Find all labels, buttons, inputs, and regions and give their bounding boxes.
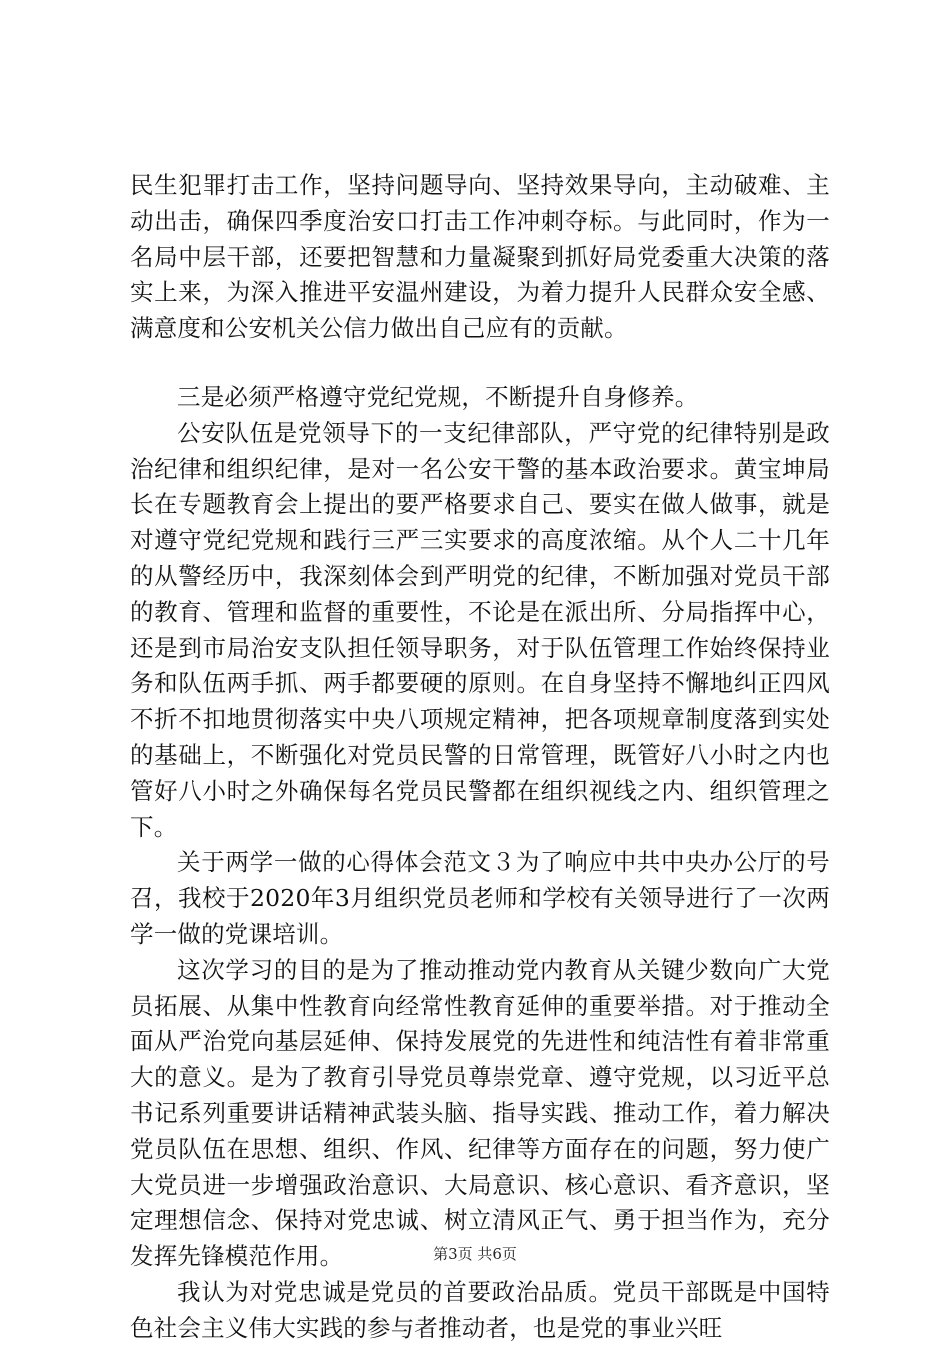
paragraph-discipline: 公安队伍是党领导下的一支纪律部队，严守党的纪律特别是政治纪律和组织纪律，是对一名公安干警的基本政治要求。黄宝坤局长在专题教育会上提出的要严格要求自己、要实在做人做事，就是对遵守党纪党规和践行三严三实要求的高度浓缩。从个人二十几年的从警经历中，我深刻体会到严明党的纪律，不断加强对党员干部的教育、管理和监督的重要性，不论是在派出所、分局指挥中心，还是到市局治安支队担任领导职务，对于队伍管理工作始终保持业务和队伍两手抓、两手都要硬的原则。在自身坚持不懈地纠正四风不折不扣地贯彻落实中央八项规定精神，把各项规章制度落到实处的基础上，不断强化对党员民警的日常管理，既管好八小时之内也管好八小时之外确保每名党员民警都在组织视线之内、组织管理之下。 bbox=[130, 418, 830, 841]
document-body bbox=[130, 168, 830, 1347]
paragraph-continuation: 民生犯罪打击工作，坚持问题导向、坚持效果导向，主动破难、主动出击，确保四季度治安口打击工作冲刺夺标。与此同时，作为一名局中层干部，还要把智慧和力量凝聚到抓好局党委重大决策的落实上来，为深入推进平安温州建设，为着力提升人民群众安全感、满意度和公安机关公信力做出自己应有的贡献。 bbox=[130, 171, 830, 343]
paragraph-loyalty: 我认为对党忠诚是党员的首要政治品质。党员干部既是中国特色社会主义伟大实践的参与者推动者，也是党的事业兴旺 bbox=[130, 1277, 830, 1342]
page-number-footer: 第3页 共6页 bbox=[433, 1245, 517, 1263]
paragraph-heading-three: 三是必须严格遵守党纪党规，不断提升自身修养。 bbox=[177, 382, 699, 411]
paragraph-study-purpose: 这次学习的目的是为了推动推动党内教育从关键少数向广大党员拓展、从集中性教育向经常性教育延伸的重要举措。对于推动全面从严治党向基层延伸、保持发展党的先进性和纯洁性有着非常重大的意义。是为了教育引导党员尊崇党章、遵守党规，以习近平总书记系列重要讲话精神武装头脑、指导实践、推动工作，着力解决党员队伍在思想、组织、作风、纪律等方面存在的问题，努力使广大党员进一步增强政治意识、大局意识、核心意识、看齐意识，坚定理想信念、保持对党忠诚、树立清风正气、勇于担当作为，充分发挥先锋模范作用。 bbox=[130, 955, 830, 1271]
paragraph-sample-intro: 关于两学一做的心得体会范文３为了响应中共中央办公厅的号召，我校于2020年3月组织党员老师和学校有关领导进行了一次两学一做的党课培训。 bbox=[130, 848, 830, 948]
